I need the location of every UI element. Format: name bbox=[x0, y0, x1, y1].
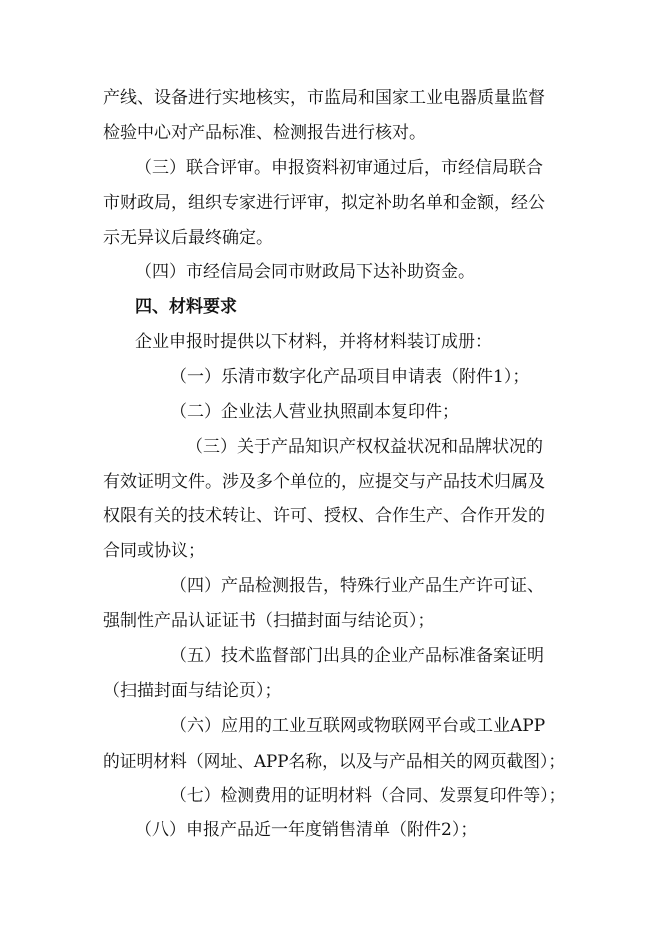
text-line: （八）申报产品近一年度销售清单（附件2）； bbox=[135, 820, 478, 840]
text-line: 强制性产品认证证书（扫描封面与结论页）； bbox=[103, 611, 435, 631]
text-line: 权限有关的技术转让、许可、授权、合作生产、合作开发的 bbox=[103, 506, 545, 526]
text-line: （扫描封面与结论页）； bbox=[103, 681, 282, 701]
text-line: （三）联合评审。申报资料初审通过后，市经信局联合 bbox=[135, 158, 543, 178]
text-line: （三）关于产品知识产权权益状况和品牌状况的 bbox=[186, 437, 543, 457]
text-line: 产线、设备进行实地核实，市监局和国家工业电器质量监督 bbox=[103, 88, 545, 108]
text-line: （六）应用的工业互联网或物联网平台或工业APP bbox=[170, 716, 546, 736]
text-line: （四）市经信局会同市财政局下达补助资金。 bbox=[135, 262, 475, 282]
text-line: （一）乐清市数字化产品项目申请表（附件1）； bbox=[170, 367, 530, 387]
text-line: 企业申报时提供以下材料，并将材料装订成册： bbox=[135, 332, 492, 352]
text-line: 示无异议后最终确定。 bbox=[103, 228, 273, 248]
text-line: 合同或协议； bbox=[103, 541, 205, 561]
text-line: 有效证明文件。涉及多个单位的，应提交与产品技术归属及 bbox=[103, 472, 545, 492]
text-line: （四）产品检测报告，特殊行业产品生产许可证、 bbox=[170, 576, 544, 596]
section-heading: 四、材料要求 bbox=[135, 297, 237, 317]
text-line: 市财政局，组织专家进行评审，拟定补助名单和金额，经公 bbox=[103, 193, 545, 213]
text-line: 的证明材料（网址、APP名称，以及与产品相关的网页截图）； bbox=[103, 751, 566, 771]
text-line: 检验中心对产品标准、检测报告进行核对。 bbox=[103, 123, 426, 143]
text-line: （七）检测费用的证明材料（合同、发票复印件等）； bbox=[170, 785, 566, 805]
text-line: （五）技术监督部门出具的企业产品标准备案证明 bbox=[170, 646, 544, 666]
text-line: （二）企业法人营业执照副本复印件； bbox=[170, 402, 459, 422]
